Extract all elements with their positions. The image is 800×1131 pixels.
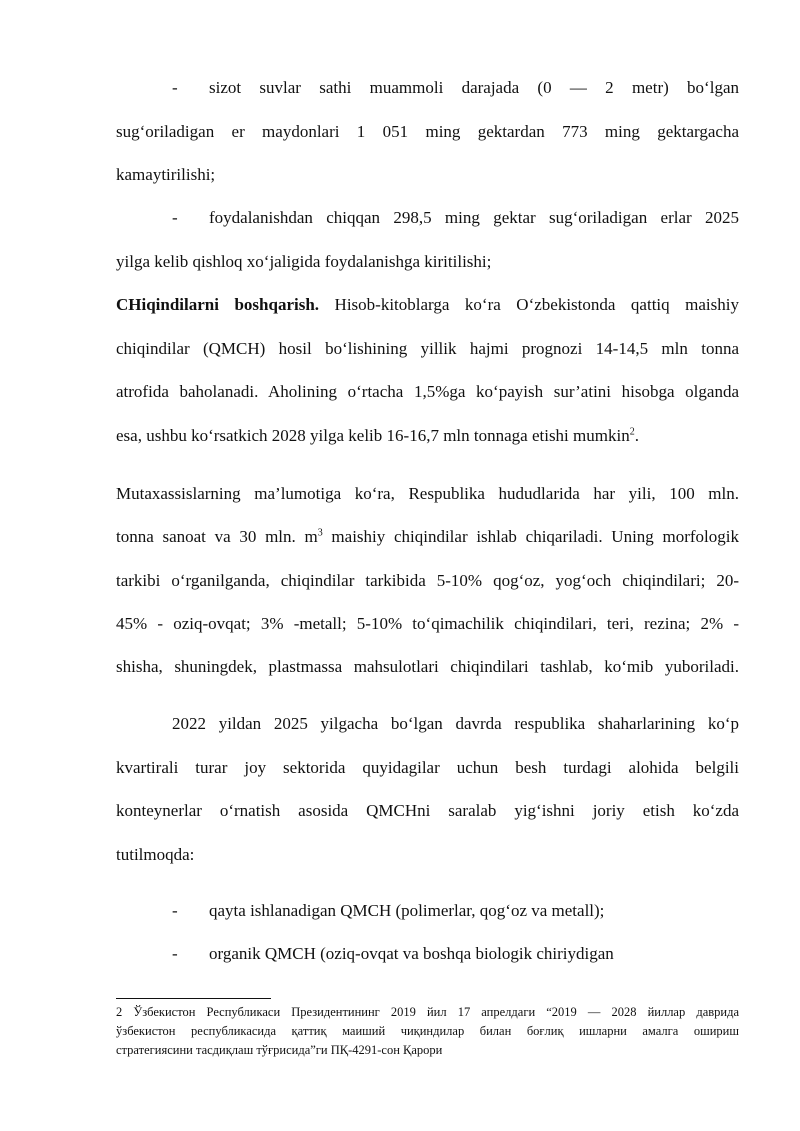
bullet-dash: - <box>172 208 178 227</box>
bullet-line: kamaytirilishi; <box>116 165 216 184</box>
bullet-line: qayta ishlanadigan QMCH (polimerlar, qog‘oz va metall); <box>209 901 605 920</box>
experts-paragraph-line: 45% - oziq-ovqat; 3% -metall; 5-10% to‘qimachilik chiqindilari, teri, rezina; 2% - <box>116 614 739 633</box>
waste-paragraph-line: CHiqindilarni boshqarish. Hisob-kitoblarga ko‘ra O‘zbekistonda qattiq maishiy <box>116 295 739 314</box>
bullet-line: foydalanishdan chiqqan 298,5 ming gektar sug‘oriladigan erlar 2025 <box>209 208 739 227</box>
experts-paragraph-line: shisha, shuningdek, plastmassa mahsulotlari chiqindilari tashlab, ko‘mib yuboriladi. <box>116 657 739 676</box>
plan-paragraph-line: konteynerlar o‘rnatish asosida QMCHni saralab yig‘ishni joriy etish ko‘zda <box>116 801 739 820</box>
footnote-separator <box>116 998 271 999</box>
bullet-line: sizot suvlar sathi muammoli darajada (0 — 2 metr) bo‘lgan <box>209 78 739 97</box>
plan-paragraph-line: kvartirali turar joy sektorida quyidagilar uchun besh turdagi alohida belgili <box>116 758 739 777</box>
plan-paragraph-line: 2022 yildan 2025 yilgacha bo‘lgan davrda respublika shaharlarining ko‘p <box>172 714 739 733</box>
experts-paragraph-line: Mutaxassislarning ma’lumotiga ko‘ra, Respublika hududlarida har yili, 100 mln. <box>116 484 739 503</box>
waste-paragraph-line: atrofida baholanadi. Aholining o‘rtacha 1,5%ga ko‘payish sur’atini hisobga olganda <box>116 382 739 401</box>
waste-paragraph-line: esa, ushbu ko‘rsatkich 2028 yilga kelib 16-16,7 mln tonnaga etishi mumkin$^2$. <box>116 426 639 445</box>
section-heading: CHiqindilarni boshqarish. <box>116 295 320 314</box>
waste-paragraph-line: chiqindilar (QMCH) hosil bo‘lishining yillik hajmi prognozi 14-14,5 mln tonna <box>116 339 739 358</box>
bullet-dash: - <box>172 901 178 920</box>
bullet-dash: - <box>172 944 178 963</box>
bullet-line: organik QMCH (oziq-ovqat va boshqa biologik chiriydigan <box>209 944 614 963</box>
bullet-dash: - <box>172 78 178 97</box>
bullet-line: sug‘oriladigan er maydonlari 1 051 ming gektardan 773 ming gektargacha <box>116 122 739 141</box>
bullet-line: yilga kelib qishloq xo‘jaligida foydalanishga kiritilishi; <box>116 252 492 271</box>
footnote-line: стратегиясини тасдиқлаш тўғрисида”ги ПҚ-4291-сон Қарори <box>116 1043 443 1057</box>
plan-paragraph-line: tutilmoqda: <box>116 845 195 864</box>
footnote-ref: 2 <box>629 426 635 438</box>
experts-paragraph-line: tonna sanoat va 30 mln. $m^3$ maishiy chiqindilar ishlab chiqariladi. Uning morfologik <box>116 527 739 546</box>
superscript: 3 <box>317 527 323 539</box>
experts-paragraph-line: tarkibi o‘rganilganda, chiqindilar tarkibida 5-10% qog‘oz, yog‘och chiqindilari; 20- <box>116 571 739 590</box>
footnote-line: 2 Ўзбекистон Республикаси Президентининг 2019 йил 17 апрелдаги “2019 — 2028 йиллар даврида <box>116 1005 739 1019</box>
footnote-line: ўзбекистон республикасида қаттиқ маиший чиқиндилар билан боғлиқ ишларни амалга ошириш <box>116 1024 739 1038</box>
